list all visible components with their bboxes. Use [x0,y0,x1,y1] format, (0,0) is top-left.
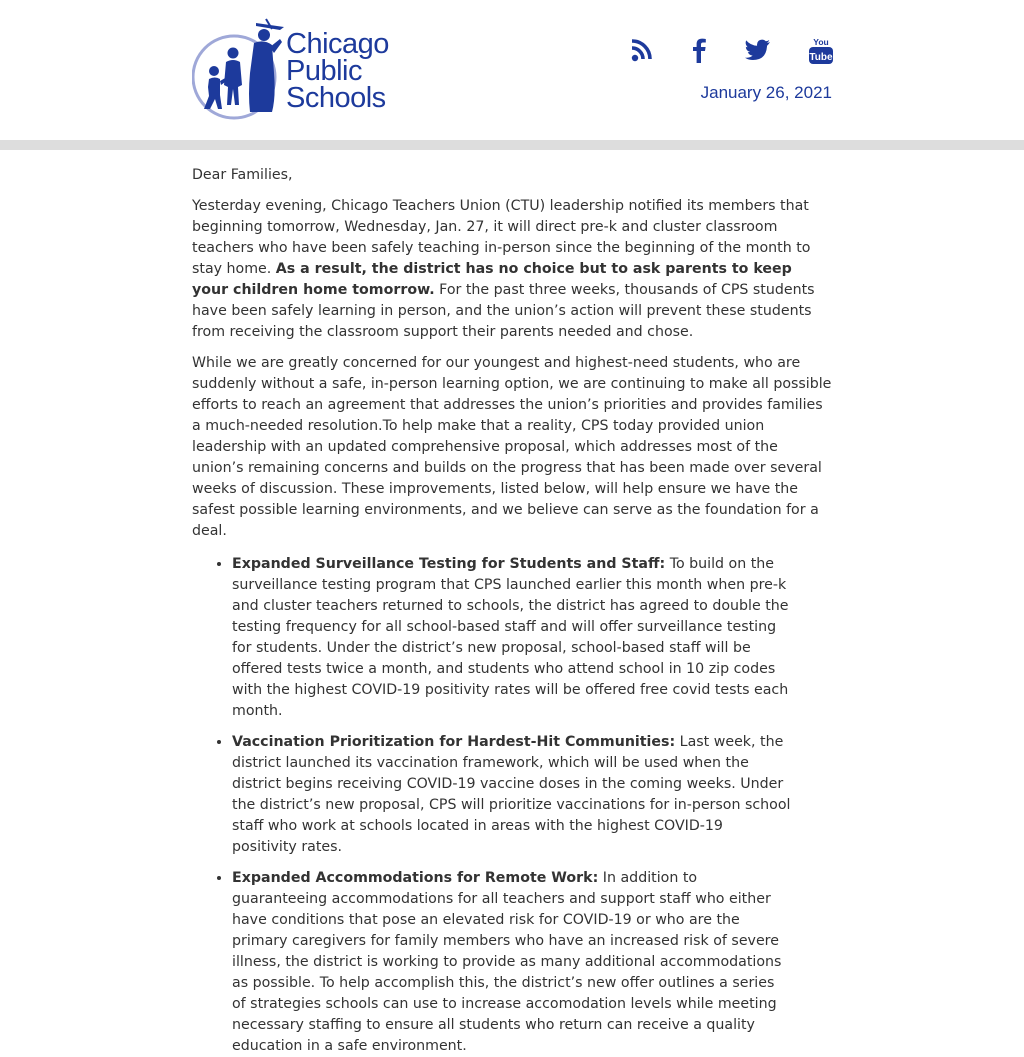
twitter-link[interactable] [744,37,772,65]
cps-logo[interactable] [192,17,412,121]
facebook-icon [686,37,712,63]
youtube-icon [808,37,834,65]
logo-line-1: Chicago [286,28,389,60]
list-item-text: In addition to guaranteeing accommodations for all teachers and support staff who either have conditions that pose an elevated risk for COVID-19 or who are the primary caregivers for family members who have an increased risk of severe illness, the district is working to provide as many additional accommodations as possible. To help accomplish this, the district’s new offer outlines a series of strategies schools can use to increase accomodation levels while meeting necessary staffing to ensure all students who return can receive a quality education in a safe environment. [232,870,782,1054]
list-item-title: Expanded Surveillance Testing for Students and Staff: [232,556,666,572]
list-item [232,554,792,722]
rss-icon [628,37,654,63]
facebook-link[interactable] [686,37,714,65]
list-item-text: To build on the surveillance testing program that CPS launched earlier this month when pre-k and cluster teachers returned to schools, the district has agreed to double the testing frequency for all school-based staff and will offer surveillance testing for students. Under the district’s new proposal, school-based staff will be offered tests twice a month, and students who attend school in 10 zip codes with the highest COVID-19 positivity rates will be offered free covid tests each month. [232,556,789,719]
letter-body [192,150,832,1057]
youtube-label-bottom: Tube [809,52,833,63]
greeting: Dear Families, [192,167,293,183]
list-item-text: Last week, the district launched its vaccination framework, which will be used when the district begins receiving COVID-19 vaccine doses in the coming weeks. Under the district’s new proposal, CPS will prioritize vaccinations for in-person school staff who work at schools located in areas with the highest COVID-19 positivity rates. [232,734,791,855]
paragraph-1-bold: As a result, the district has no choice but to ask parents to keep your children home tomorrow. [192,261,792,298]
logo-line-2: Public [286,55,362,87]
header-divider [0,140,1024,150]
email-header [0,0,1024,140]
list-item [232,868,792,1057]
paragraph-2: While we are greatly concerned for our youngest and highest-need students, who are suddenly without a safe, in-person learning option, we are continuing to make all possible efforts to reach an agreement that addresses the union’s priorities and provides families a much-needed resolution.To help make that a reality, CPS today provided union leadership with an updated comprehensive proposal, which addresses most of the union’s remaining concerns and builds on the progress that has been made over several weeks of discussion. These improvements, listed below, will help ensure we have the safest possible learning environments, and we believe can serve as the foundation for a deal. [192,355,832,539]
paragraph-1-text-a: Yesterday evening, Chicago Teachers Union (CTU) leadership notified its members that beginning tomorrow, Wednesday, Jan. 27, it will direct pre-k and cluster classroom teachers who have been safely teaching in-person since the beginning of the month to stay home. [192,198,811,277]
paragraph-1-text-b: For the past three weeks, thousands of CPS students have been safely learning in person, and the union’s action will prevent these students from receiving the classroom support their parents needed and chose. [192,282,815,340]
paragraph-1 [192,196,832,343]
logo-wordmark [286,28,389,114]
rss-link[interactable] [628,37,656,65]
list-item [232,732,792,858]
logo-line-3: Schools [286,82,386,114]
list-item-title: Expanded Accommodations for Remote Work: [232,870,599,886]
list-item-title: Vaccination Prioritization for Hardest-Hit Communities: [232,734,676,750]
youtube-label-top: You [813,37,829,47]
cps-logo-figures-icon [192,17,284,121]
email-date: January 26, 2021 [700,83,832,102]
improvements-list [192,554,832,1057]
youtube-link[interactable] [808,37,836,65]
twitter-icon [744,37,772,63]
